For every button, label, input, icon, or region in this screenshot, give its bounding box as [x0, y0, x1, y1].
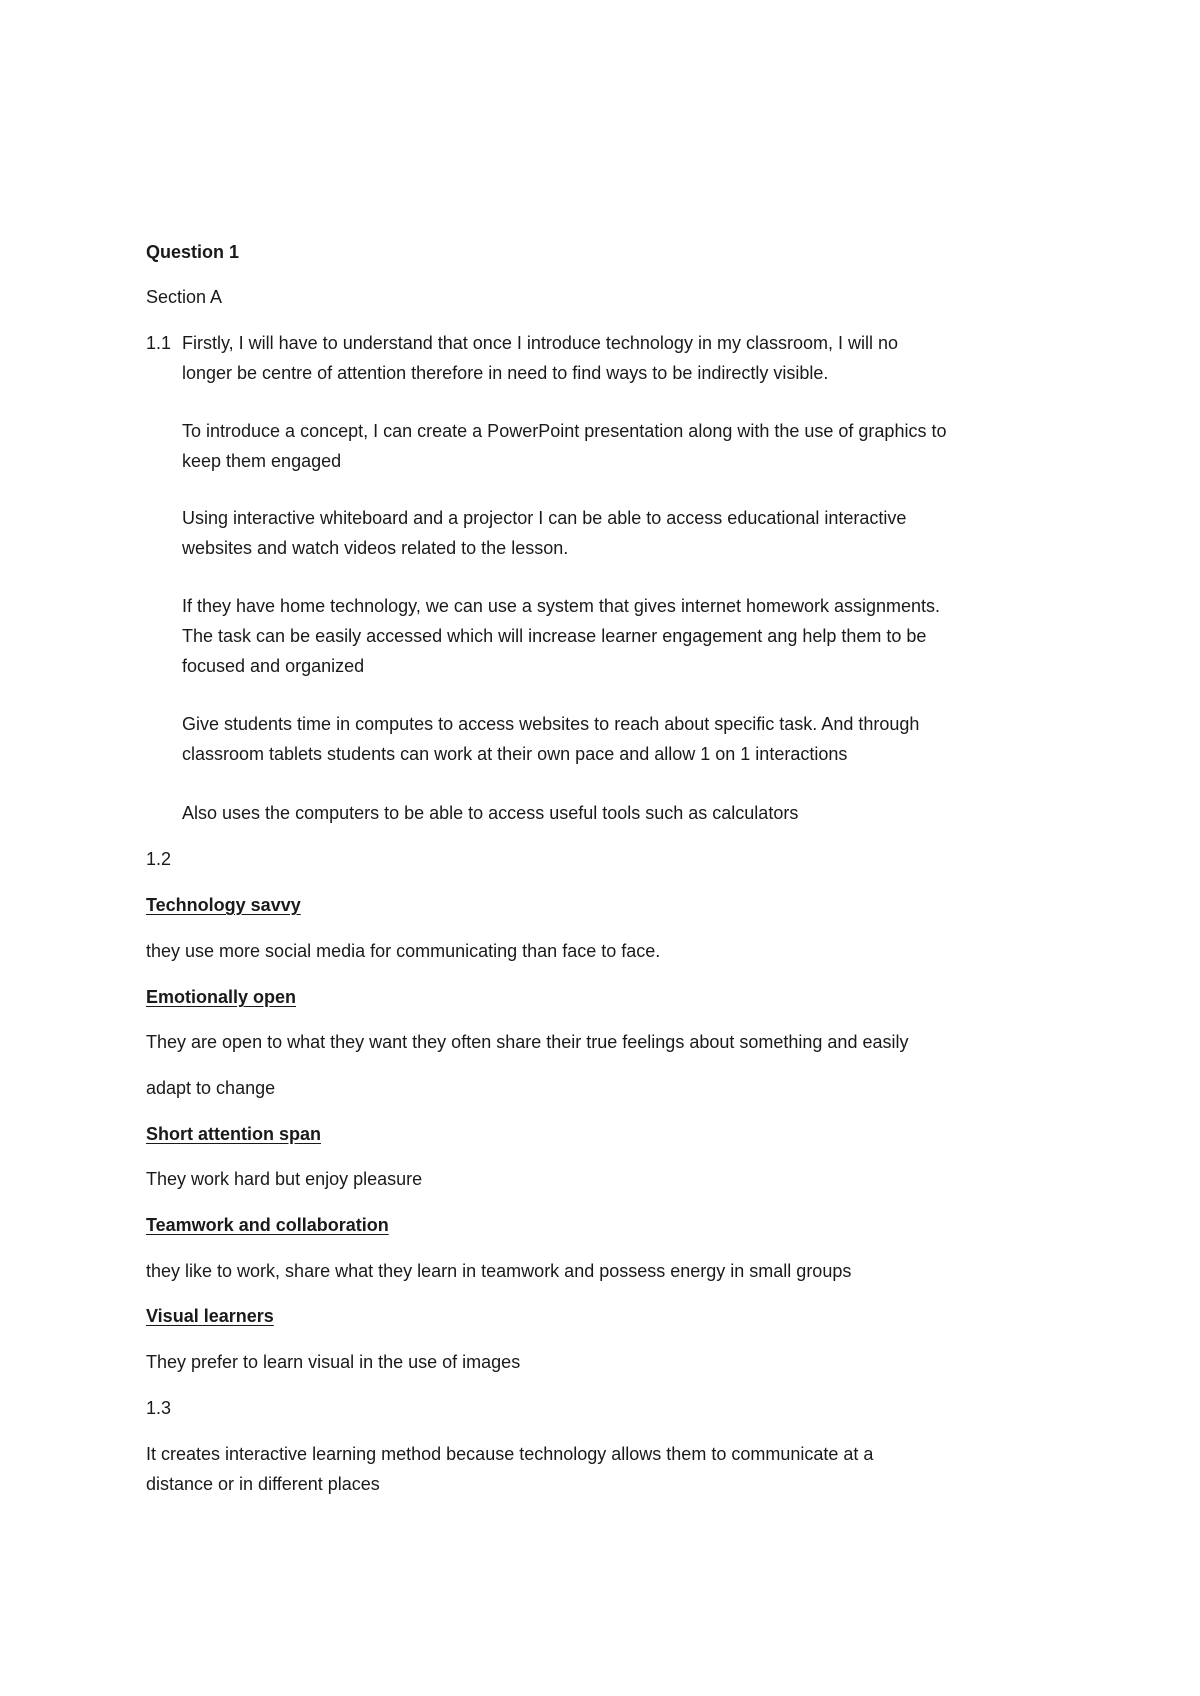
q1-2-heading-short-attention-span: Short attention span [146, 1124, 321, 1144]
q1-1-para6: Also uses the computers to be able to access useful tools such as calculators [182, 803, 799, 823]
q1-1-para5-line1: Give students time in computes to access websites to reach about specific task. And through [182, 714, 920, 734]
q1-2-number: 1.2 [146, 849, 172, 869]
q1-2-text-short-attention-span: They work hard but enjoy pleasure [146, 1169, 423, 1189]
q1-1-para4-line2: The task can be easily accessed which will increase learner engagement ang help them to be [182, 626, 927, 646]
q1-1-number: 1.1 [146, 333, 172, 353]
q1-2-heading-emotionally-open: Emotionally open [146, 987, 297, 1007]
q1-2-heading-technology-savvy: Technology savvy [146, 895, 301, 915]
q1-1-para4-line3: focused and organized [182, 656, 365, 676]
q1-3-number: 1.3 [146, 1398, 172, 1418]
q1-1-para2-line2: keep them engaged [182, 451, 342, 471]
q1-2-text-visual-learners: They prefer to learn visual in the use of images [146, 1352, 521, 1372]
section-title: Section A [146, 287, 223, 307]
q1-1-para1-line2: longer be centre of attention therefore in need to find ways to be indirectly visible. [182, 363, 829, 383]
q1-1-para3-line2: websites and watch videos related to the lesson. [182, 538, 569, 558]
q1-2-text-emotionally-open-line2: adapt to change [146, 1078, 276, 1098]
q1-1-para5-line2: classroom tablets students can work at their own pace and allow 1 on 1 interactions [182, 744, 848, 764]
q1-2-heading-visual-learners: Visual learners [146, 1306, 274, 1326]
q1-3-text-line2: distance or in different places [146, 1474, 380, 1494]
q1-3-text-line1: It creates interactive learning method because technology allows them to communicate at a [146, 1444, 874, 1464]
q1-2-text-technology-savvy: they use more social media for communicating than face to face. [146, 941, 661, 961]
q1-1-para1-line1: Firstly, I will have to understand that once I introduce technology in my classroom, I will no [182, 333, 898, 353]
question-title: Question 1 [146, 242, 240, 262]
q1-1-para2-line1: To introduce a concept, I can create a PowerPoint presentation along with the use of graphics to [182, 421, 947, 441]
q1-1-para3-line1: Using interactive whiteboard and a projector I can be able to access educational interactive [182, 508, 907, 528]
q1-2-text-emotionally-open-line1: They are open to what they want they often share their true feelings about something and easily [146, 1032, 909, 1052]
q1-1-para4-line1: If they have home technology, we can use a system that gives internet homework assignments. [182, 596, 941, 616]
q1-2-text-teamwork: they like to work, share what they learn in teamwork and possess energy in small groups [146, 1261, 852, 1281]
q1-2-heading-teamwork: Teamwork and collaboration [146, 1215, 389, 1235]
